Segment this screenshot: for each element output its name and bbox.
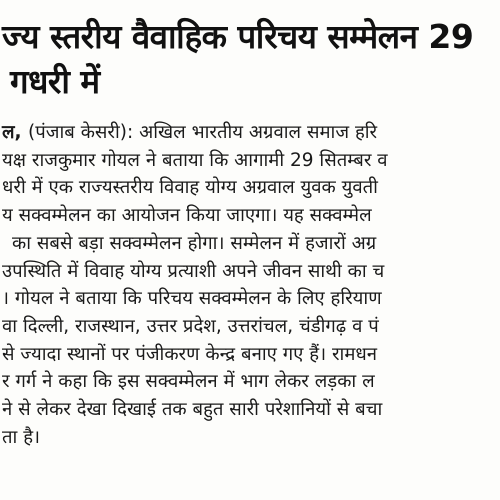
headline xyxy=(2,14,500,104)
body-line: उपस्थिति में विवाह योग्य प्रत्याशी अपने जीवन साथी का च xyxy=(2,260,385,282)
headline-line-1: ज्य स्तरीय वैवाहिक परिचय सम्मेलन 29 xyxy=(2,17,474,56)
body-line: र गर्ग ने कहा कि इस सक्वम्मेलन में भाग लेकर लड़का ल xyxy=(2,371,375,393)
body-line: ता है। xyxy=(2,426,41,448)
dateline: ल, xyxy=(2,122,29,143)
article-body xyxy=(0,119,500,451)
body-line: धरी में एक राज्यस्तरीय विवाह योग्य अग्रवाल युवक युवती xyxy=(2,177,378,199)
body-line-text: (पंजाब केसरी): अखिल भारतीय अग्रवाल समाज हरि xyxy=(28,122,378,143)
body-line: य सक्वम्मेलन का आयोजन किया जाएगा। यह सक्वम्मेल xyxy=(2,205,372,227)
body-line xyxy=(0,119,500,147)
body-line: यक्ष राजकुमार गोयल ने बताया कि आगामी 29 सितम्बर व xyxy=(2,149,388,171)
body-line: । गोयल ने बताया कि परिचय सक्वम्मेलन के लिए हरियाण xyxy=(2,288,382,310)
body-line: ने से लेकर देखा दिखाई तक बहुत सारी परेशानियों से बचा xyxy=(2,399,383,421)
headline-line-2: गधरी में xyxy=(10,62,100,101)
body-line: वा दिल्ली, राजस्थान, उत्तर प्रदेश, उत्तरांचल, चंडीगढ़ व पं xyxy=(2,315,379,337)
body-line: से ज्यादा स्थानों पर पंजीकरण केन्द्र बनाए गए हैं। रामधन xyxy=(2,343,378,365)
body-line: का सबसे बड़ा सक्वम्मेलन होगा। सम्मेलन में हजारों अग्र xyxy=(12,232,377,254)
